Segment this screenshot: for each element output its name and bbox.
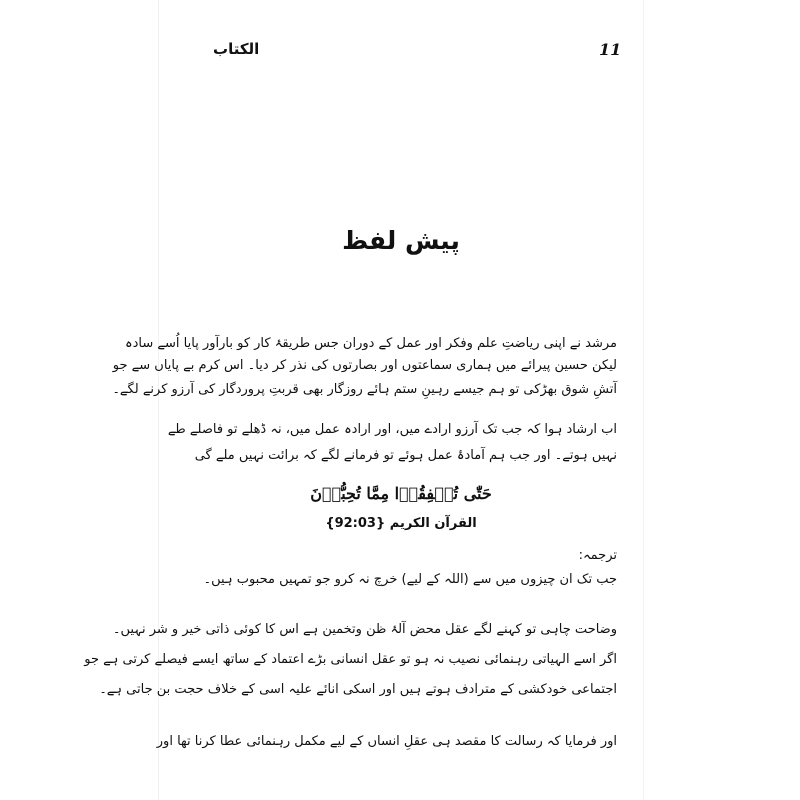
body-line: مرشد نے اپنی ریاضتِ علم وفکر اور عمل کے دوران جس طریقۂ کار کو بارآور پایا اُسے سادہ: [125, 336, 617, 351]
body-line: لیکن حسین پیرائے میں ہماری سماعتوں اور بصارتوں کی نذر کر دیا۔ اس کرم بے پایاں سے جو: [112, 358, 617, 373]
body-line: وضاحت چاہی تو کہنے لگے عقل محض آلۂ ظن وتخمین ہے اس کا کوئی ذاتی خیر و شر نہیں۔: [112, 622, 617, 637]
chapter-title: پیش لفظ: [342, 226, 460, 255]
verse-citation: القرآن الکریم {92:03}: [325, 516, 477, 531]
quran-verse: حَتّٰى تُنۡفِقُوۡا مِمَّا تُحِبُّوۡنَ: [310, 484, 492, 503]
body-line: نہیں ہوتے۔ اور جب ہم آمادۂ عمل ہوئے تو فرمانے لگے کہ برائت نہیں ملے گی: [194, 448, 617, 463]
page-header: [159, 40, 643, 76]
body-line: اب ارشاد ہوا کہ جب تک آرزو ارادے میں، اور ارادہ عمل میں، نہ ڈھلے تو فاصلے طے: [167, 422, 617, 437]
page-number: 11: [599, 40, 622, 59]
body-line: اگر اسے الہیاتی رہنمائی نصیب نہ ہو تو عقل انسانی بڑے اعتماد کے ساتھ ایسے فیصلے کرتی ہے جو: [84, 652, 617, 667]
running-title: الکتاب: [213, 40, 260, 58]
book-page: [84, 0, 644, 800]
body-line: اور فرمایا کہ رسالت کا مقصد ہی عقلِ انساں کے لیے مکمل رہنمائی عطا کرنا تھا اور: [156, 734, 617, 749]
translation-label: ترجمہ:: [578, 548, 617, 563]
translation-text: جب تک ان چیزوں میں سے (اللہ کے لیے) خرچ نہ کرو جو تمہیں محبوب ہیں۔: [203, 572, 617, 587]
body-line: اجتماعی خودکشی کے مترادف ہوتے ہیں اور اسکی انائے علیہ اسی کے خلاف حجت بن جاتی ہے۔: [99, 682, 617, 697]
body-line: آتشِ شوق بھڑکی تو ہم جیسے رہینِ ستم ہائے روزگار بھی قربتِ پروردگار کی آرزو کرنے لگے۔: [112, 382, 617, 397]
